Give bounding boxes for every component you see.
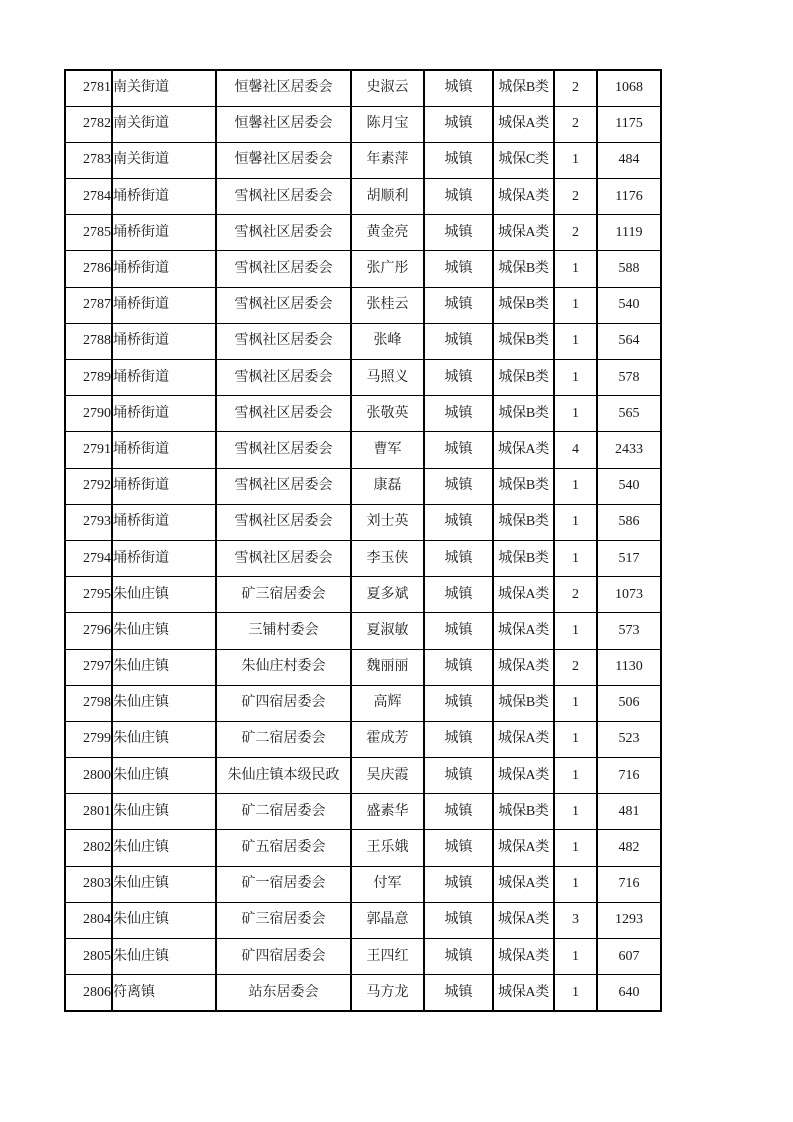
cell-type: 城镇 [424, 758, 493, 794]
cell-category: 城保B类 [493, 70, 554, 106]
cell-category: 城保A类 [493, 902, 554, 938]
table-row [65, 939, 661, 975]
cell-committee: 恒馨社区居委会 [216, 70, 351, 106]
cell-seq: 2783 [65, 142, 112, 178]
cell-committee: 雪枫社区居委会 [216, 179, 351, 215]
cell-amount: 523 [597, 721, 661, 757]
cell-committee: 矿三宿居委会 [216, 902, 351, 938]
cell-committee: 站东居委会 [216, 975, 351, 1011]
cell-amount: 607 [597, 939, 661, 975]
cell-amount: 588 [597, 251, 661, 287]
cell-type: 城镇 [424, 685, 493, 721]
cell-category: 城保B类 [493, 360, 554, 396]
cell-count: 1 [554, 939, 597, 975]
cell-seq: 2795 [65, 577, 112, 613]
cell-town: 埇桥街道 [112, 540, 216, 576]
cell-committee: 恒馨社区居委会 [216, 142, 351, 178]
cell-amount: 640 [597, 975, 661, 1011]
cell-amount: 573 [597, 613, 661, 649]
cell-seq: 2792 [65, 468, 112, 504]
cell-amount: 481 [597, 794, 661, 830]
cell-type: 城镇 [424, 323, 493, 359]
cell-name: 张广彤 [351, 251, 424, 287]
cell-seq: 2788 [65, 323, 112, 359]
cell-committee: 朱仙庄镇本级民政 [216, 758, 351, 794]
cell-count: 2 [554, 649, 597, 685]
cell-name: 张桂云 [351, 287, 424, 323]
table-row [65, 468, 661, 504]
cell-town: 埇桥街道 [112, 287, 216, 323]
cell-seq: 2785 [65, 215, 112, 251]
cell-category: 城保B类 [493, 287, 554, 323]
cell-committee: 雪枫社区居委会 [216, 504, 351, 540]
cell-type: 城镇 [424, 432, 493, 468]
cell-name: 李玉侠 [351, 540, 424, 576]
cell-seq: 2790 [65, 396, 112, 432]
table-body [65, 70, 661, 1011]
cell-seq: 2781 [65, 70, 112, 106]
cell-amount: 540 [597, 287, 661, 323]
cell-committee: 矿四宿居委会 [216, 939, 351, 975]
cell-committee: 矿三宿居委会 [216, 577, 351, 613]
cell-category: 城保A类 [493, 758, 554, 794]
cell-amount: 1073 [597, 577, 661, 613]
cell-count: 1 [554, 613, 597, 649]
cell-seq: 2791 [65, 432, 112, 468]
cell-count: 1 [554, 504, 597, 540]
cell-count: 2 [554, 70, 597, 106]
cell-count: 3 [554, 902, 597, 938]
cell-amount: 506 [597, 685, 661, 721]
cell-seq: 2806 [65, 975, 112, 1011]
cell-town: 朱仙庄镇 [112, 939, 216, 975]
cell-amount: 1176 [597, 179, 661, 215]
cell-town: 埇桥街道 [112, 215, 216, 251]
cell-committee: 雪枫社区居委会 [216, 396, 351, 432]
cell-committee: 雪枫社区居委会 [216, 360, 351, 396]
cell-category: 城保C类 [493, 142, 554, 178]
cell-name: 王乐娥 [351, 830, 424, 866]
table-row [65, 975, 661, 1011]
cell-category: 城保A类 [493, 721, 554, 757]
cell-town: 朱仙庄镇 [112, 830, 216, 866]
cell-committee: 矿四宿居委会 [216, 685, 351, 721]
cell-name: 张敬英 [351, 396, 424, 432]
cell-committee: 恒馨社区居委会 [216, 106, 351, 142]
cell-seq: 2801 [65, 794, 112, 830]
cell-amount: 540 [597, 468, 661, 504]
cell-amount: 1130 [597, 649, 661, 685]
cell-type: 城镇 [424, 179, 493, 215]
cell-type: 城镇 [424, 649, 493, 685]
table-row [65, 866, 661, 902]
cell-count: 1 [554, 287, 597, 323]
cell-count: 4 [554, 432, 597, 468]
cell-name: 付军 [351, 866, 424, 902]
cell-town: 埇桥街道 [112, 179, 216, 215]
cell-name: 陈月宝 [351, 106, 424, 142]
cell-type: 城镇 [424, 468, 493, 504]
cell-type: 城镇 [424, 251, 493, 287]
table-row [65, 685, 661, 721]
cell-category: 城保A类 [493, 179, 554, 215]
cell-town: 南关街道 [112, 142, 216, 178]
cell-seq: 2789 [65, 360, 112, 396]
cell-type: 城镇 [424, 504, 493, 540]
cell-category: 城保A类 [493, 830, 554, 866]
cell-amount: 517 [597, 540, 661, 576]
cell-amount: 564 [597, 323, 661, 359]
cell-type: 城镇 [424, 902, 493, 938]
cell-name: 盛素华 [351, 794, 424, 830]
cell-town: 南关街道 [112, 70, 216, 106]
cell-type: 城镇 [424, 142, 493, 178]
cell-type: 城镇 [424, 215, 493, 251]
cell-name: 曹军 [351, 432, 424, 468]
cell-name: 马照义 [351, 360, 424, 396]
cell-count: 1 [554, 721, 597, 757]
cell-committee: 雪枫社区居委会 [216, 468, 351, 504]
cell-town: 南关街道 [112, 106, 216, 142]
cell-committee: 矿二宿居委会 [216, 794, 351, 830]
cell-seq: 2804 [65, 902, 112, 938]
cell-name: 马方龙 [351, 975, 424, 1011]
cell-category: 城保A类 [493, 215, 554, 251]
cell-type: 城镇 [424, 866, 493, 902]
cell-name: 吴庆霞 [351, 758, 424, 794]
cell-category: 城保B类 [493, 468, 554, 504]
cell-town: 埇桥街道 [112, 251, 216, 287]
cell-category: 城保A类 [493, 106, 554, 142]
cell-count: 1 [554, 866, 597, 902]
cell-category: 城保A类 [493, 613, 554, 649]
cell-amount: 2433 [597, 432, 661, 468]
cell-count: 2 [554, 106, 597, 142]
cell-committee: 矿二宿居委会 [216, 721, 351, 757]
cell-name: 黄金亮 [351, 215, 424, 251]
cell-category: 城保B类 [493, 251, 554, 287]
cell-seq: 2800 [65, 758, 112, 794]
cell-count: 1 [554, 251, 597, 287]
table-row [65, 215, 661, 251]
cell-seq: 2793 [65, 504, 112, 540]
cell-category: 城保A类 [493, 649, 554, 685]
cell-committee: 雪枫社区居委会 [216, 432, 351, 468]
cell-type: 城镇 [424, 70, 493, 106]
table-row [65, 758, 661, 794]
cell-amount: 565 [597, 396, 661, 432]
cell-name: 夏淑敏 [351, 613, 424, 649]
cell-type: 城镇 [424, 540, 493, 576]
table-row [65, 649, 661, 685]
cell-category: 城保B类 [493, 540, 554, 576]
cell-count: 1 [554, 360, 597, 396]
cell-town: 埇桥街道 [112, 360, 216, 396]
cell-category: 城保A类 [493, 975, 554, 1011]
cell-seq: 2782 [65, 106, 112, 142]
table-row [65, 794, 661, 830]
cell-type: 城镇 [424, 794, 493, 830]
cell-category: 城保A类 [493, 939, 554, 975]
cell-town: 符离镇 [112, 975, 216, 1011]
cell-count: 1 [554, 830, 597, 866]
cell-name: 魏丽丽 [351, 649, 424, 685]
cell-count: 1 [554, 468, 597, 504]
table-row [65, 830, 661, 866]
cell-type: 城镇 [424, 721, 493, 757]
cell-count: 1 [554, 975, 597, 1011]
table-row [65, 287, 661, 323]
cell-town: 朱仙庄镇 [112, 649, 216, 685]
cell-seq: 2784 [65, 179, 112, 215]
cell-committee: 雪枫社区居委会 [216, 540, 351, 576]
cell-town: 埇桥街道 [112, 468, 216, 504]
cell-name: 康磊 [351, 468, 424, 504]
cell-count: 2 [554, 577, 597, 613]
cell-committee: 雪枫社区居委会 [216, 215, 351, 251]
cell-town: 埇桥街道 [112, 323, 216, 359]
cell-town: 朱仙庄镇 [112, 758, 216, 794]
cell-count: 1 [554, 540, 597, 576]
table-row [65, 577, 661, 613]
cell-name: 史淑云 [351, 70, 424, 106]
cell-count: 1 [554, 142, 597, 178]
cell-name: 王四红 [351, 939, 424, 975]
cell-town: 埇桥街道 [112, 432, 216, 468]
cell-name: 霍成芳 [351, 721, 424, 757]
table-row [65, 70, 661, 106]
cell-type: 城镇 [424, 106, 493, 142]
cell-count: 1 [554, 685, 597, 721]
cell-town: 朱仙庄镇 [112, 902, 216, 938]
cell-town: 埇桥街道 [112, 504, 216, 540]
table-row [65, 902, 661, 938]
cell-seq: 2786 [65, 251, 112, 287]
table-row [65, 504, 661, 540]
table-row [65, 613, 661, 649]
cell-category: 城保B类 [493, 323, 554, 359]
table-row [65, 251, 661, 287]
cell-amount: 1068 [597, 70, 661, 106]
cell-name: 张峰 [351, 323, 424, 359]
cell-town: 埇桥街道 [112, 396, 216, 432]
cell-seq: 2798 [65, 685, 112, 721]
cell-type: 城镇 [424, 613, 493, 649]
cell-town: 朱仙庄镇 [112, 577, 216, 613]
cell-seq: 2805 [65, 939, 112, 975]
table-row [65, 142, 661, 178]
cell-amount: 1175 [597, 106, 661, 142]
cell-amount: 586 [597, 504, 661, 540]
cell-amount: 1119 [597, 215, 661, 251]
cell-name: 夏多斌 [351, 577, 424, 613]
cell-committee: 雪枫社区居委会 [216, 251, 351, 287]
cell-type: 城镇 [424, 830, 493, 866]
cell-type: 城镇 [424, 975, 493, 1011]
cell-committee: 三铺村委会 [216, 613, 351, 649]
table-row [65, 323, 661, 359]
table-row [65, 721, 661, 757]
cell-seq: 2787 [65, 287, 112, 323]
cell-category: 城保A类 [493, 577, 554, 613]
cell-count: 1 [554, 794, 597, 830]
table-row [65, 179, 661, 215]
cell-town: 朱仙庄镇 [112, 794, 216, 830]
cell-type: 城镇 [424, 287, 493, 323]
cell-amount: 482 [597, 830, 661, 866]
cell-committee: 矿五宿居委会 [216, 830, 351, 866]
cell-count: 1 [554, 758, 597, 794]
cell-amount: 578 [597, 360, 661, 396]
table-row [65, 360, 661, 396]
cell-category: 城保B类 [493, 504, 554, 540]
cell-category: 城保A类 [493, 432, 554, 468]
cell-seq: 2796 [65, 613, 112, 649]
cell-town: 朱仙庄镇 [112, 866, 216, 902]
table-row [65, 540, 661, 576]
cell-seq: 2802 [65, 830, 112, 866]
cell-committee: 矿一宿居委会 [216, 866, 351, 902]
cell-name: 胡顺利 [351, 179, 424, 215]
cell-amount: 484 [597, 142, 661, 178]
cell-count: 2 [554, 179, 597, 215]
cell-category: 城保B类 [493, 794, 554, 830]
cell-committee: 朱仙庄村委会 [216, 649, 351, 685]
cell-name: 高辉 [351, 685, 424, 721]
benefits-table [64, 69, 662, 1012]
cell-amount: 716 [597, 758, 661, 794]
cell-category: 城保B类 [493, 685, 554, 721]
cell-type: 城镇 [424, 396, 493, 432]
cell-count: 1 [554, 396, 597, 432]
cell-type: 城镇 [424, 939, 493, 975]
cell-seq: 2797 [65, 649, 112, 685]
table-row [65, 396, 661, 432]
cell-type: 城镇 [424, 360, 493, 396]
cell-town: 朱仙庄镇 [112, 613, 216, 649]
cell-name: 郭晶意 [351, 902, 424, 938]
cell-town: 朱仙庄镇 [112, 721, 216, 757]
cell-name: 刘士英 [351, 504, 424, 540]
cell-seq: 2794 [65, 540, 112, 576]
cell-amount: 716 [597, 866, 661, 902]
cell-type: 城镇 [424, 577, 493, 613]
cell-committee: 雪枫社区居委会 [216, 287, 351, 323]
cell-seq: 2803 [65, 866, 112, 902]
cell-category: 城保B类 [493, 396, 554, 432]
table-row [65, 106, 661, 142]
cell-amount: 1293 [597, 902, 661, 938]
cell-category: 城保A类 [493, 866, 554, 902]
cell-name: 年素萍 [351, 142, 424, 178]
cell-count: 2 [554, 215, 597, 251]
cell-town: 朱仙庄镇 [112, 685, 216, 721]
cell-count: 1 [554, 323, 597, 359]
cell-committee: 雪枫社区居委会 [216, 323, 351, 359]
cell-seq: 2799 [65, 721, 112, 757]
table-row [65, 432, 661, 468]
